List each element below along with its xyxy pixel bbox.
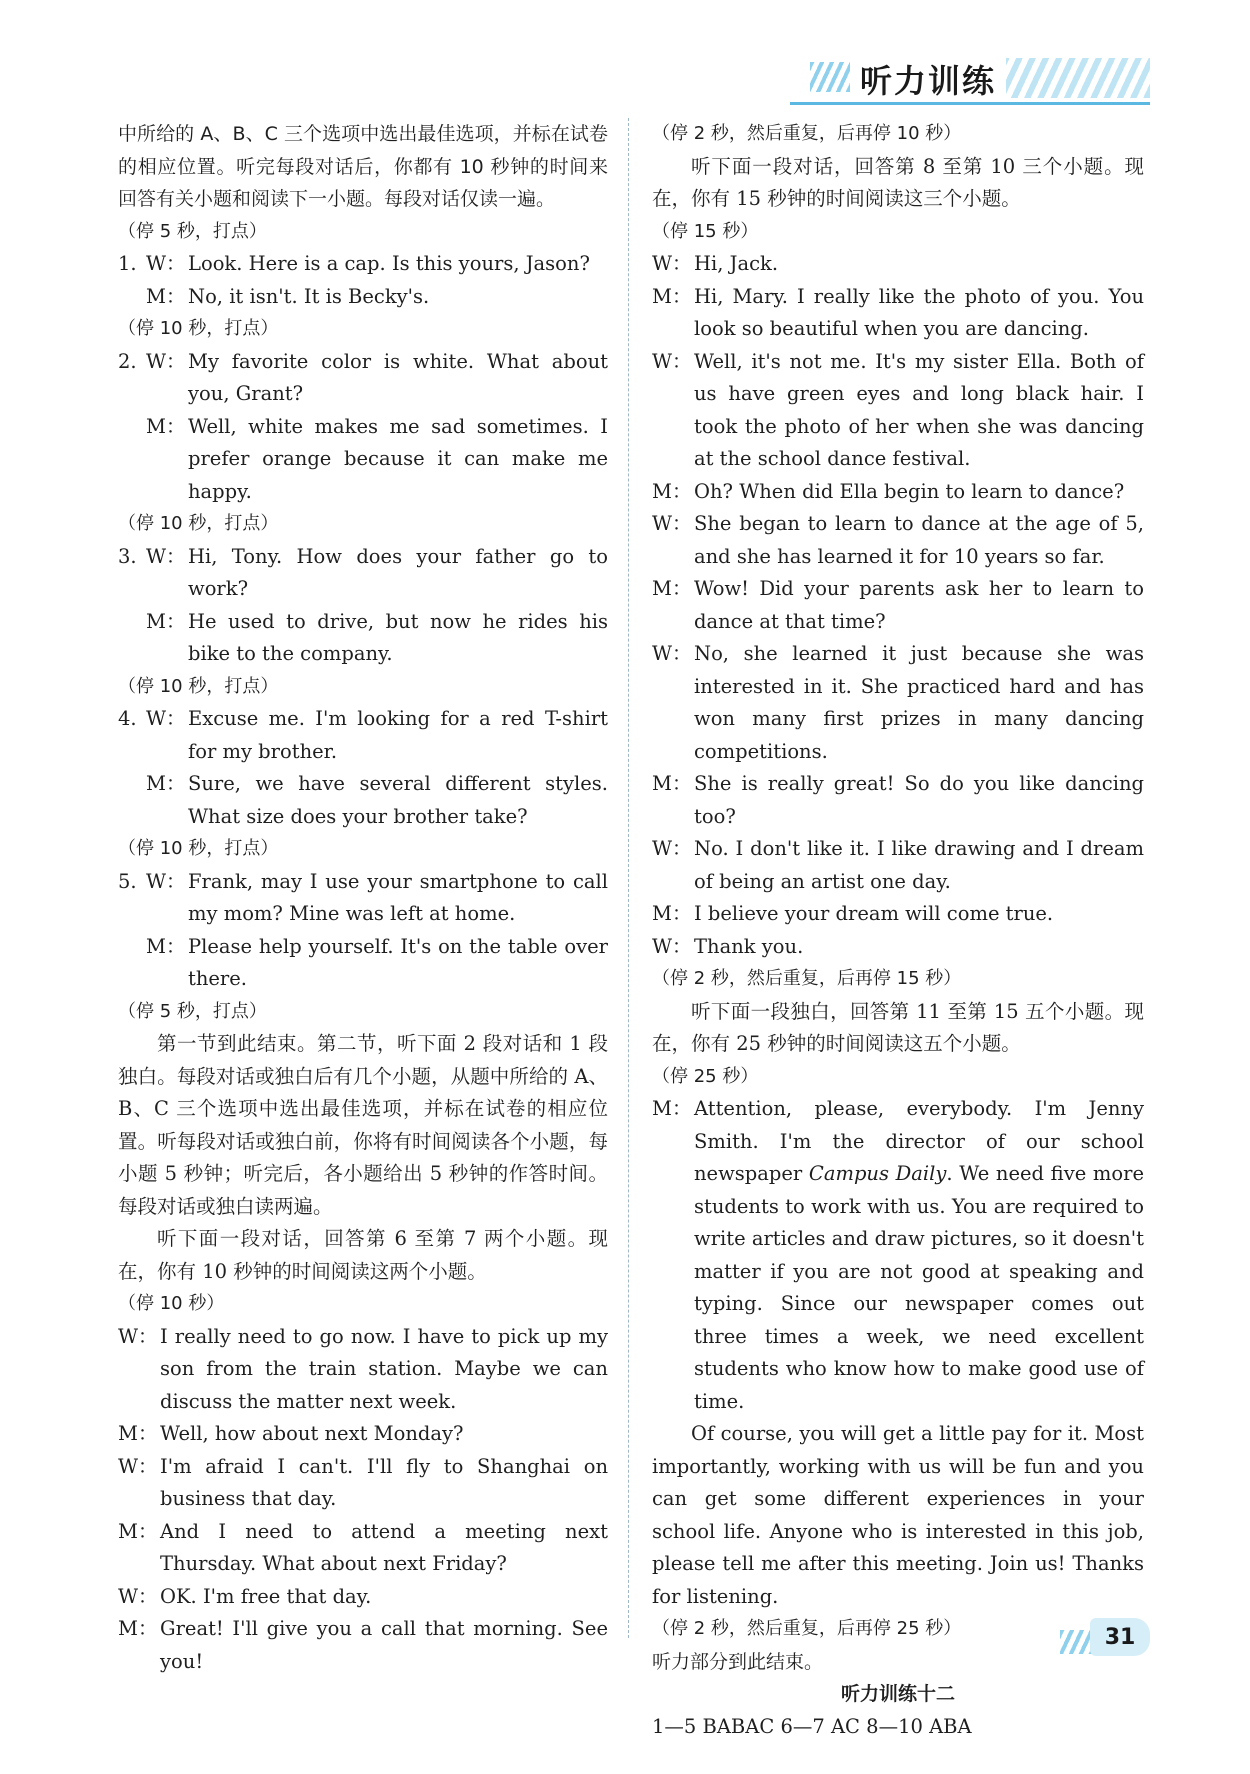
dialogue-text: He used to drive, but now he rides his bike to the company. (188, 609, 608, 665)
pause-note: （停 2 秒，然后重复，后再停 15 秒） (652, 968, 962, 989)
right-column (652, 118, 1144, 1743)
speaker-label: W： (118, 1454, 158, 1478)
question-number-spacer (118, 281, 146, 314)
question-number: 5. (118, 869, 137, 893)
left-column (118, 118, 608, 1678)
dialogue-text: I really need to go now. I have to pick up my son from the train station. Maybe we can discuss the matter next week. (160, 1324, 608, 1413)
monologue-text (694, 1093, 1144, 1418)
dialogue-text: And I need to attend a meeting next Thursday. What about next Friday? (160, 1519, 608, 1575)
dialogue-text: Well, white makes me sad sometimes. I prefer orange because it can make me happy. (188, 414, 608, 503)
speaker-label: W： (652, 837, 692, 860)
speaker-label: W： (652, 934, 692, 958)
speaker-label: M： (118, 1422, 158, 1445)
dialogue-text: Wow! Did your parents ask her to learn to dance at that time? (694, 577, 1144, 633)
dialogue-line (118, 1613, 608, 1678)
pause-note: （停 10 秒，打点） (118, 513, 279, 534)
dialogue-line (652, 833, 1144, 898)
dialogue-text: Excuse me. I'm looking for a red T-shirt for my brother. (188, 707, 608, 763)
closing-note: 听力部分到此结束。 (652, 1650, 824, 1673)
speaker-label: M： (146, 284, 186, 308)
answer-section-title: 听力训练十二 (840, 1683, 955, 1705)
dialogue-text: She is really great! So do you like dancing too? (694, 772, 1144, 828)
dialogue-text: My favorite color is white. What about you, Grant? (188, 349, 608, 405)
speaker-label: M： (652, 284, 692, 308)
speaker-label: M： (652, 479, 692, 503)
dialogue-line (118, 541, 608, 606)
speaker-label: M： (652, 772, 692, 795)
monologue-text-end: . We need five more students to work with us. You are required to write articles and draw pictures, so it doesn't matter if you are not good at speaking and typing. Since our newspaper comes out three times a week, we need excellent students who know how to make good use of time. (694, 1162, 1144, 1413)
question-number: 4. (118, 707, 137, 730)
dialogue-line (652, 508, 1144, 573)
dialogue-text: I'm afraid I can't. I'll fly to Shanghai on business that day. (160, 1454, 608, 1510)
dialogue-line (652, 931, 1144, 964)
speaker-label: M： (118, 1519, 158, 1543)
pause-note: （停 10 秒，打点） (118, 675, 279, 697)
question-number: 1. (118, 252, 137, 275)
speaker-label: W： (652, 349, 692, 373)
dialogue-text: Well, it's not me. It's my sister Ella. Both of us have green eyes and long black hair. I took the photo of her when she was dancing at the school dance festival. (694, 349, 1144, 470)
dialogue-line (652, 281, 1144, 346)
column-divider (628, 118, 629, 1638)
speaker-label: W： (652, 512, 692, 535)
dialogue-text: Frank, may I use your smartphone to call my mom? Mine was left at home. (188, 869, 608, 925)
dialogue-line (118, 1451, 608, 1516)
dialogue-line (652, 768, 1144, 833)
dialogue-line (118, 866, 608, 931)
pause-note: （停 5 秒，打点） (118, 1000, 267, 1022)
question-number-spacer (118, 411, 146, 509)
pause-note: （停 10 秒） (118, 1293, 225, 1314)
dialogue-text: Thank you. (694, 934, 804, 958)
dialogue-line (652, 346, 1144, 476)
speaker-label: W： (146, 707, 186, 730)
speaker-label: W： (146, 252, 186, 275)
page-header (790, 52, 1150, 112)
dialogue-line (118, 1418, 608, 1451)
instruction-paragraph: Of course, you will get a little pay for it. Most importantly, working with us will be fun and you can get some different experiences in your school life. Anyone who is interested in this job, please tell me after this meeting. Join us! Thanks for listening. (652, 1422, 1144, 1608)
question-number: 3. (118, 544, 137, 568)
dialogue-line (118, 1581, 608, 1614)
page-footer (1060, 1616, 1160, 1660)
question-number-spacer (118, 606, 146, 671)
dialogue-line (118, 1516, 608, 1581)
speaker-label: W： (652, 642, 692, 665)
pause-note: （停 15 秒） (652, 220, 759, 242)
newspaper-name: Campus Daily (808, 1162, 947, 1185)
question-number: 2. (118, 349, 137, 373)
dialogue-text: Well, how about next Monday? (160, 1422, 464, 1445)
answer-key: 1—5 BABAC 6—7 AC 8—10 ABA (652, 1714, 972, 1738)
dialogue-line (652, 248, 1144, 281)
dialogue-text: Hi, Tony. How does your father go to work? (188, 544, 608, 600)
instruction-paragraph: 听下面一段对话，回答第 8 至第 10 三个小题。现在，你有 15 秒钟的时间阅读这三个小题。 (652, 154, 1144, 210)
dialogue-text: Hi, Mary. I really like the photo of you. You look so beautiful when you are dancing. (694, 284, 1144, 340)
speaker-label: M： (146, 609, 186, 633)
dialogue-line (652, 573, 1144, 638)
speaker-label: W： (652, 252, 692, 275)
dialogue-text: She began to learn to dance at the age of 5, and she has learned it for 10 years so far. (694, 512, 1144, 568)
dialogue-line (118, 606, 608, 671)
speaker-label: M： (652, 1097, 692, 1120)
pause-note: （停 10 秒，打点） (118, 838, 279, 859)
speaker-label: M： (146, 772, 186, 795)
dialogue-line (652, 898, 1144, 931)
dialogue-line (118, 346, 608, 411)
instruction-paragraph: 听下面一段独白，回答第 11 至第 15 五个小题。现在，你有 25 秒钟的时间阅读这五个小题。 (652, 999, 1144, 1055)
pause-note: （停 5 秒，打点） (118, 220, 267, 242)
dialogue-text: Hi, Jack. (694, 252, 779, 275)
dialogue-text: Great! I'll give you a call that morning. See you! (160, 1617, 608, 1673)
speaker-label: W： (118, 1324, 158, 1348)
instruction-paragraph: 听下面一段对话，回答第 6 至第 7 两个小题。现在，你有 10 秒钟的时间阅读这两个小题。 (118, 1227, 608, 1283)
pause-note: （停 25 秒） (652, 1065, 759, 1087)
dialogue-line (652, 476, 1144, 509)
header-hatch-decoration (810, 62, 850, 92)
dialogue-line (118, 248, 608, 281)
section-title: 听力训练 (850, 56, 1006, 102)
pause-note: （停 2 秒，然后重复，后再停 25 秒） (652, 1618, 962, 1639)
dialogue-text: No. I don't like it. I like drawing and I dream of being an artist one day. (694, 837, 1144, 893)
dialogue-line (118, 703, 608, 768)
dialogue-line (118, 281, 608, 314)
speaker-label: W： (146, 544, 186, 568)
speaker-label: W： (118, 1584, 158, 1608)
speaker-label: M： (118, 1617, 158, 1640)
page-number: 31 (1090, 1618, 1150, 1656)
dialogue-line (118, 411, 608, 509)
instruction-paragraph: 中所给的 A、B、C 三个选项中选出最佳选项，并标在试卷的相应位置。听完每段对话后，你都有 10 秒钟的时间来回答有关小题和阅读下一小题。每段对话仅读一遍。 (118, 123, 608, 210)
monologue-line (652, 1093, 1144, 1418)
speaker-label: W： (146, 349, 186, 373)
dialogue-text: No, it isn't. It is Becky's. (188, 284, 430, 308)
question-number-spacer (118, 931, 146, 996)
dialogue-line (118, 768, 608, 833)
dialogue-line (118, 931, 608, 996)
dialogue-text: Sure, we have several different styles. What size does your brother take? (188, 772, 608, 828)
speaker-label: W： (146, 869, 186, 893)
dialogue-text: No, she learned it just because she was interested in it. She practiced hard and has won many first prizes in many dancing competitions. (694, 642, 1144, 763)
speaker-label: M： (146, 414, 186, 438)
dialogue-text: Oh? When did Ella begin to learn to dance? (694, 479, 1125, 503)
dialogue-text: Look. Here is a cap. Is this yours, Jason? (188, 252, 590, 275)
monologue-text-start: Attention, please, everybody. I'm Jenny Smith. I'm the director of our school newspaper (694, 1097, 1144, 1185)
speaker-label: M： (146, 934, 186, 958)
dialogue-line (118, 1321, 608, 1419)
dialogue-text: I believe your dream will come true. (694, 902, 1054, 925)
pause-note: （停 2 秒，然后重复，后再停 10 秒） (652, 123, 962, 144)
header-rule (790, 102, 1150, 105)
speaker-label: M： (652, 577, 692, 600)
pause-note: （停 10 秒，打点） (118, 318, 279, 339)
question-number-spacer (118, 768, 146, 833)
dialogue-line (652, 638, 1144, 768)
dialogue-text: Please help yourself. It's on the table over there. (188, 934, 608, 990)
dialogue-text: OK. I'm free that day. (160, 1584, 372, 1608)
instruction-paragraph: 第一节到此结束。第二节，听下面 2 段对话和 1 段独白。每段对话或独白后有几个小题，从题中所给的 A、B、C 三个选项中选出最佳选项，并标在试卷的相应位置。听每段对话或独白前，你将有时间阅读各个小题，每小题 5 秒钟；听完后，各小题给出 5 秒钟的作答时间。每段对话或独白读两遍。 (118, 1032, 608, 1218)
speaker-label: M： (652, 902, 692, 925)
